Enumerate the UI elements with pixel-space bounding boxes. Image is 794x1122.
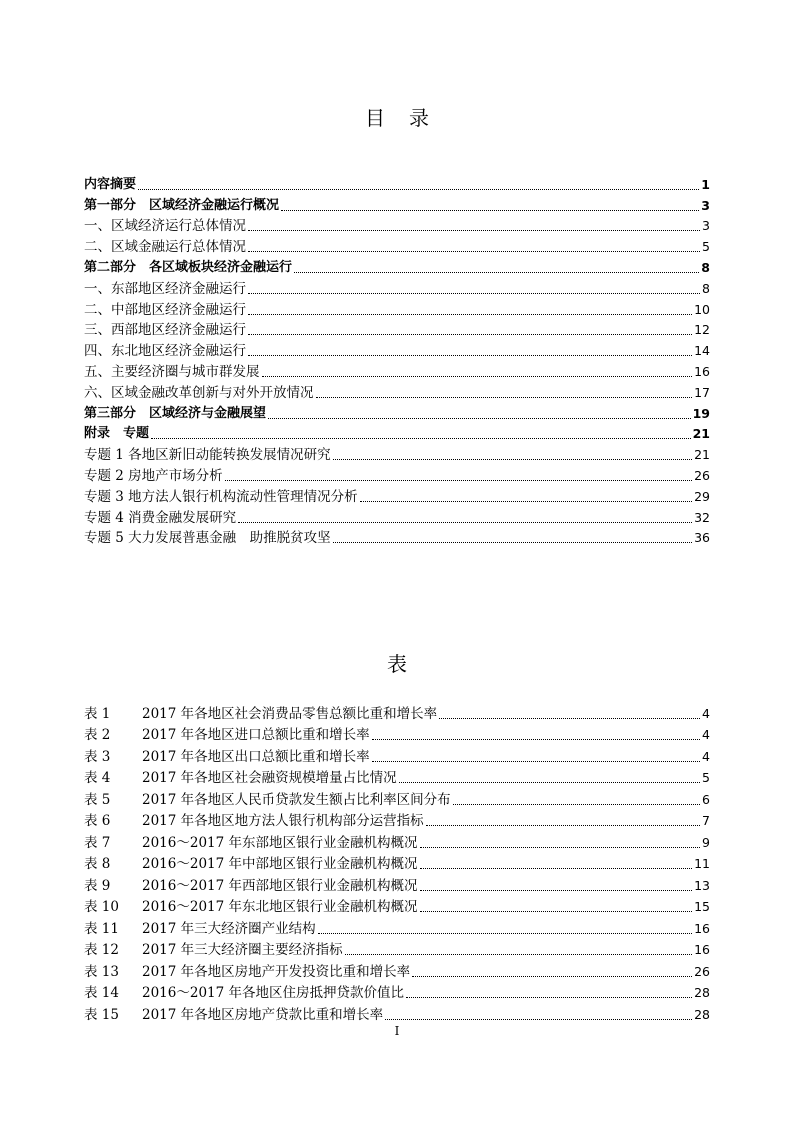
table-entry-label: 2017 年各地区地方法人银行机构部分运营指标 (142, 813, 424, 829)
dot-leader (248, 334, 692, 335)
table-entry-page: 13 (694, 877, 710, 893)
toc-entry-label: 二、区域金融运行总体情况 (84, 239, 246, 256)
dot-leader (399, 782, 700, 783)
toc-entry-page: 26 (694, 467, 710, 483)
toc-entry-page: 21 (692, 426, 710, 442)
table-number: 表 13 (84, 963, 119, 980)
table-entry[interactable] (84, 765, 710, 787)
table-entry-label: 2017 年三大经济圈主要经济指标 (142, 942, 343, 958)
toc-entry-label: 一、东部地区经济金融运行 (84, 280, 246, 297)
toc-entry[interactable] (84, 214, 710, 235)
dot-leader (268, 418, 691, 419)
table-entry-page: 11 (694, 856, 710, 871)
table-entry-page: 4 (702, 727, 710, 742)
table-entry-page: 15 (694, 899, 710, 914)
table-entry-page: 28 (694, 1006, 710, 1022)
toc-entry-label: 第一部分 区域经济金融运行概况 (84, 197, 280, 213)
dot-leader (406, 997, 692, 998)
toc-entry-label: 专题 1 各地区新旧动能转换发展情况研究 (84, 447, 331, 464)
table-entry[interactable] (84, 786, 710, 808)
toc-entry[interactable] (84, 484, 710, 505)
toc-entry-label: 一、区域经济运行总体情况 (84, 218, 246, 235)
table-entry-label: 2017 年各地区社会融资规模增量占比情况 (142, 770, 397, 786)
table-entry[interactable] (84, 722, 710, 744)
table-entry[interactable] (84, 700, 710, 722)
table-entry-label: 2016～2017 年西部地区银行业金融机构概况 (142, 877, 418, 894)
table-number: 表 10 (84, 899, 119, 915)
toc-entry-page: 36 (694, 530, 710, 546)
dot-leader (248, 293, 700, 294)
toc-entry-label: 二、中部地区经济金融运行 (84, 301, 246, 318)
toc-entry[interactable] (84, 338, 710, 359)
toc-entry-page: 14 (694, 343, 710, 359)
dot-leader (345, 954, 692, 955)
table-number: 表 8 (84, 856, 111, 872)
table-entry[interactable] (84, 743, 710, 765)
toc-entry-label: 附录 专题 (84, 426, 150, 442)
dot-leader (281, 210, 699, 211)
toc-entry[interactable] (84, 401, 710, 422)
toc-entry-label: 专题 3 地方法人银行机构流动性管理情况分析 (84, 488, 358, 505)
toc-entry-page: 19 (692, 405, 710, 421)
dot-leader (372, 761, 700, 762)
table-entry-label: 2016～2017 年中部地区银行业金融机构概况 (142, 856, 418, 872)
table-entry-page: 5 (702, 770, 710, 785)
toc-entry-label: 专题 4 消费金融发展研究 (84, 509, 237, 526)
table-number: 表 4 (84, 770, 111, 786)
toc-entry-page: 32 (694, 509, 710, 525)
toc-entry[interactable] (84, 172, 710, 193)
table-entry-page: 16 (694, 920, 710, 936)
table-entry-page: 6 (702, 791, 710, 807)
dot-leader (151, 438, 691, 439)
table-number: 表 7 (84, 834, 111, 851)
table-entry-page: 4 (702, 705, 710, 721)
toc-entry[interactable] (84, 380, 710, 401)
table-number: 表 9 (84, 877, 111, 894)
table-entry[interactable] (84, 894, 710, 916)
dot-leader (294, 272, 699, 273)
table-list (84, 700, 710, 1023)
toc-entry[interactable] (84, 463, 710, 484)
toc-entry-page: 12 (694, 322, 710, 338)
toc-entry[interactable] (84, 318, 710, 339)
toc-entry-page: 1 (701, 176, 710, 192)
table-entry-label: 2016～2017 年东北地区银行业金融机构概况 (142, 899, 418, 915)
toc-title (0, 102, 794, 131)
dot-leader (420, 890, 693, 891)
table-entry-page: 28 (694, 985, 710, 1000)
table-entry-label: 2017 年各地区出口总额比重和增长率 (142, 748, 370, 765)
dot-leader (426, 825, 700, 826)
table-number: 表 3 (84, 748, 111, 765)
toc-entry-label: 第三部分 区域经济与金融展望 (84, 405, 267, 421)
toc-entry-page: 10 (694, 301, 710, 317)
toc-entry[interactable] (84, 255, 710, 276)
table-entry-label: 2017 年三大经济圈产业结构 (142, 920, 316, 937)
toc-entry-page: 29 (694, 488, 710, 504)
toc-entry[interactable] (84, 234, 710, 255)
dot-leader (333, 459, 692, 460)
toc-entry-page: 5 (702, 239, 710, 255)
toc-title-char-1: 目 (365, 106, 385, 130)
dot-leader (385, 1019, 692, 1020)
table-entry-page: 16 (694, 942, 710, 957)
toc-entry-page: 17 (694, 384, 710, 400)
dot-leader (318, 933, 692, 934)
table-number: 表 11 (84, 920, 119, 937)
toc-entry[interactable] (84, 297, 710, 318)
table-entry-label: 2017 年各地区人民币贷款发生额占比利率区间分布 (142, 791, 451, 808)
table-entry-page: 4 (702, 748, 710, 764)
table-entry[interactable] (84, 851, 710, 873)
page-number: I (394, 1024, 400, 1038)
dot-leader (248, 355, 692, 356)
table-entry[interactable] (84, 872, 710, 894)
table-entry-label: 2017 年各地区房地产贷款比重和增长率 (142, 1006, 384, 1023)
dot-leader (248, 314, 692, 315)
toc-entry[interactable] (84, 422, 710, 443)
dot-leader (248, 251, 700, 252)
toc-list (84, 172, 710, 546)
table-entry-page: 7 (702, 813, 710, 828)
table-entry[interactable] (84, 958, 710, 980)
table-number: 表 1 (84, 705, 111, 722)
table-entry-label: 2016～2017 年各地区住房抵押贷款价值比 (142, 985, 405, 1001)
table-entry[interactable] (84, 808, 710, 830)
table-number: 表 5 (84, 791, 111, 808)
toc-entry-page: 3 (701, 197, 710, 213)
dot-leader (316, 397, 693, 398)
table-number: 表 2 (84, 727, 111, 743)
table-number: 表 15 (84, 1006, 119, 1023)
toc-entry-label: 内容摘要 (84, 176, 137, 192)
dot-leader (420, 868, 693, 869)
dot-leader (360, 501, 692, 502)
table-number: 表 14 (84, 985, 119, 1001)
table-entry[interactable] (84, 915, 710, 937)
table-entry-label: 2017 年各地区社会消费品零售总额比重和增长率 (142, 705, 438, 722)
dot-leader (248, 230, 700, 231)
toc-entry-label: 专题 2 房地产市场分析 (84, 467, 223, 484)
dot-leader (420, 911, 693, 912)
tables-title: 表 (387, 652, 407, 676)
table-entry-page: 26 (694, 963, 710, 979)
table-entry[interactable] (84, 1001, 710, 1023)
table-entry[interactable] (84, 980, 710, 1002)
dot-leader (412, 976, 692, 977)
toc-entry[interactable] (84, 505, 710, 526)
table-entry-label: 2016～2017 年东部地区银行业金融机构概况 (142, 834, 418, 851)
toc-entry-page: 21 (694, 447, 710, 463)
dot-leader (420, 847, 701, 848)
table-number: 表 12 (84, 942, 119, 958)
toc-entry-page: 16 (694, 363, 710, 379)
toc-entry[interactable] (84, 442, 710, 463)
toc-entry-label: 四、东北地区经济金融运行 (84, 343, 246, 360)
table-number: 表 6 (84, 813, 111, 829)
toc-entry-label: 三、西部地区经济金融运行 (84, 322, 246, 339)
dot-leader (333, 542, 692, 543)
toc-title-char-2: 录 (409, 106, 429, 130)
dot-leader (238, 522, 692, 523)
table-entry[interactable] (84, 937, 710, 959)
toc-entry[interactable] (84, 276, 710, 297)
toc-entry[interactable] (84, 526, 710, 547)
dot-leader (138, 189, 699, 190)
table-entry-label: 2017 年各地区进口总额比重和增长率 (142, 727, 370, 743)
table-entry-page: 9 (702, 834, 710, 850)
toc-entry-label: 五、主要经济圈与城市群发展 (84, 363, 260, 380)
dot-leader (262, 376, 693, 377)
toc-entry[interactable] (84, 193, 710, 214)
toc-entry-label: 第二部分 各区域板块经济金融运行 (84, 259, 293, 275)
dot-leader (439, 718, 700, 719)
table-entry-label: 2017 年各地区房地产开发投资比重和增长率 (142, 963, 411, 980)
dot-leader (372, 739, 700, 740)
dot-leader (453, 804, 700, 805)
toc-entry[interactable] (84, 359, 710, 380)
dot-leader (225, 480, 692, 481)
toc-entry-label: 六、区域金融改革创新与对外开放情况 (84, 384, 314, 401)
toc-entry-label: 专题 5 大力发展普惠金融 助推脱贫攻坚 (84, 530, 331, 547)
toc-entry-page: 3 (702, 218, 710, 234)
toc-entry-page: 8 (702, 280, 710, 296)
table-entry[interactable] (84, 829, 710, 851)
toc-entry-page: 8 (701, 259, 710, 275)
